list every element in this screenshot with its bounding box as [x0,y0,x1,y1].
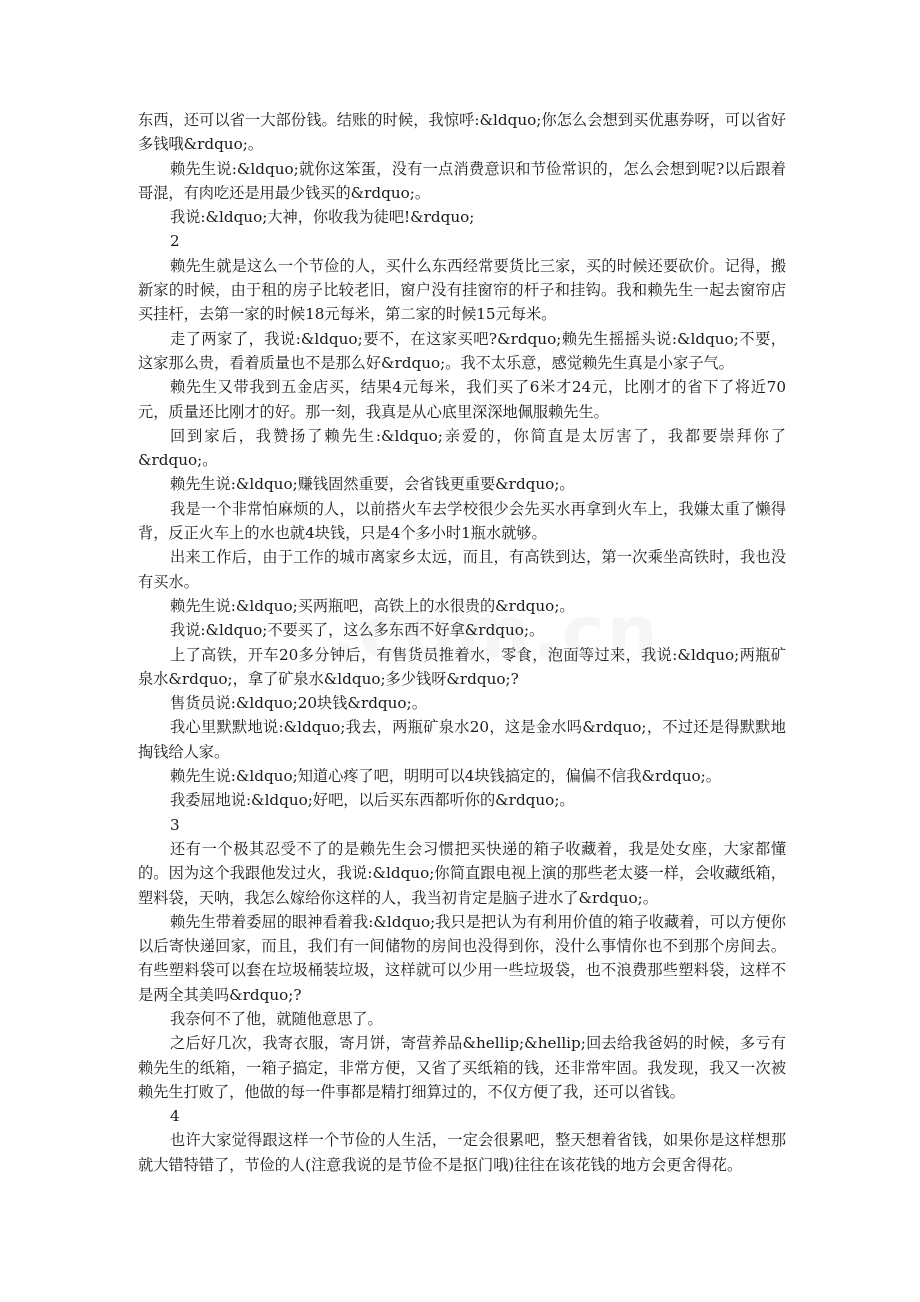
paragraph: 售货员说:&ldquo;20块钱&rdquo;。 [170,694,427,713]
paragraph: 之后好几次，我寄衣服，寄月饼，寄营养品&hellip;&hellip;回去给我爸妈的时候，多亏有赖先生的纸箱，一箱子搞定，非常方便，又省了买纸箱的钱，还非常牢固。我发现，我又一次被赖先生打败了，他做的每一件事都是精打细算过的，不仅方便了我，还可以省钱。 [138,1034,786,1101]
section-number: 2 [170,232,180,251]
paragraph: 我奈何不了他，就随他意思了。 [170,1009,383,1028]
paragraph: 我委屈地说:&ldquo;好吧，以后买东西都听你的&rdquo;。 [170,791,575,810]
paragraph: 上了高铁，开车20多分钟后，有售货员推着水，零食，泡面等过来，我说:&ldquo;两瓶矿泉水&rdquo;，拿了矿泉水&ldquo;多少钱呀&rdquo;? [138,645,786,688]
paragraph: 赖先生又带我到五金店买，结果4元每米，我们买了6米才24元，比刚才的省下了将近70元，质量还比刚才的好。那一刻，我真是从心底里深深地佩服赖先生。 [138,378,786,421]
paragraph: 赖先生说:&ldquo;赚钱固然重要，会省钱更重要&rdquo;。 [170,475,575,494]
paragraph: 赖先生说:&ldquo;就你这笨蛋，没有一点消费意识和节俭常识的，怎么会想到呢?以后跟着哥混，有肉吃还是用最少钱买的&rdquo;。 [138,159,786,202]
paragraph: 走了两家了，我说:&ldquo;要不，在这家买吧?&rdquo;赖先生摇摇头说:&ldquo;不要，这家那么贵，看着质量也不是那么好&rdquo;。我不太乐意，感觉赖先生真是小家子气。 [138,329,786,372]
paragraph: 赖先生说:&ldquo;知道心疼了吧，明明可以4块钱搞定的，偏偏不信我&rdquo;。 [170,767,721,786]
article-body [138,108,786,1177]
paragraph: 赖先生带着委屈的眼神看着我:&ldquo;我只是把认为有利用价值的箱子收藏着，可以方便你以后寄快递回家，而且，我们有一间储物的房间也没得到你，没什么事情你也不到那个房间去。有些塑料袋可以套在垃圾桶装垃圾，这样就可以少用一些垃圾袋，也不浪费那些塑料袋，这样不是两全其美吗&rdquo;? [138,912,786,1004]
section-number: 4 [170,1107,180,1126]
paragraph: 我心里默默地说:&ldquo;我去，两瓶矿泉水20，这是金水吗&rdquo;，不过还是得默默地掏钱给人家。 [138,718,786,761]
paragraph: 我说:&ldquo;大神，你收我为徒吧!&rdquo; [170,208,475,227]
paragraph: 还有一个极其忍受不了的是赖先生会习惯把买快递的箱子收藏着，我是处女座，大家都懂的。因为这个我跟他发过火，我说:&ldquo;你简直跟电视上演的那些老太婆一样，会收藏纸箱，塑料袋，天呐，我怎么嫁给你这样的人，我当初肯定是脑子进水了&rdquo;。 [138,839,786,907]
paragraph: 东西，还可以省一大部份钱。结账的时候，我惊呼:&ldquo;你怎么会想到买优惠券呀，可以省好多钱哦&rdquo;。 [138,111,786,154]
paragraph: 赖先生说:&ldquo;买两瓶吧，高铁上的水很贵的&rdquo;。 [170,596,575,615]
paragraph: 出来工作后，由于工作的城市离家乡太远，而且，有高铁到达，第一次乘坐高铁时，我也没有买水。 [138,548,786,591]
paragraph: 赖先生就是这么一个节俭的人，买什么东西经常要货比三家，买的时候还要砍价。记得，搬新家的时候，由于租的房子比较老旧，窗户没有挂窗帘的杆子和挂钩。我和赖先生一起去窗帘店买挂杆，去第一家的时候18元每米，第二家的时候15元每米。 [138,256,786,324]
section-number: 3 [170,815,180,834]
paragraph: 我是一个非常怕麻烦的人，以前搭火车去学校很少会先买水再拿到火车上，我嫌太重了懒得背，反正火车上的水也就4块钱，只是4个多小时1瓶水就够。 [138,499,786,543]
paragraph: 也许大家觉得跟这样一个节俭的人生活，一定会很累吧，整天想着省钱，如果你是这样想那就大错特错了，节俭的人(注意我说的是节俭不是抠门哦)往往在该花钱的地方会更舍得花。 [138,1131,786,1174]
paragraph: 我说:&ldquo;不要买了，这么多东西不好拿&rdquo;。 [170,621,545,640]
paragraph: 回到家后，我赞扬了赖先生:&ldquo;亲爱的，你简直是太厉害了，我都要崇拜你了&rdquo;。 [138,426,786,470]
